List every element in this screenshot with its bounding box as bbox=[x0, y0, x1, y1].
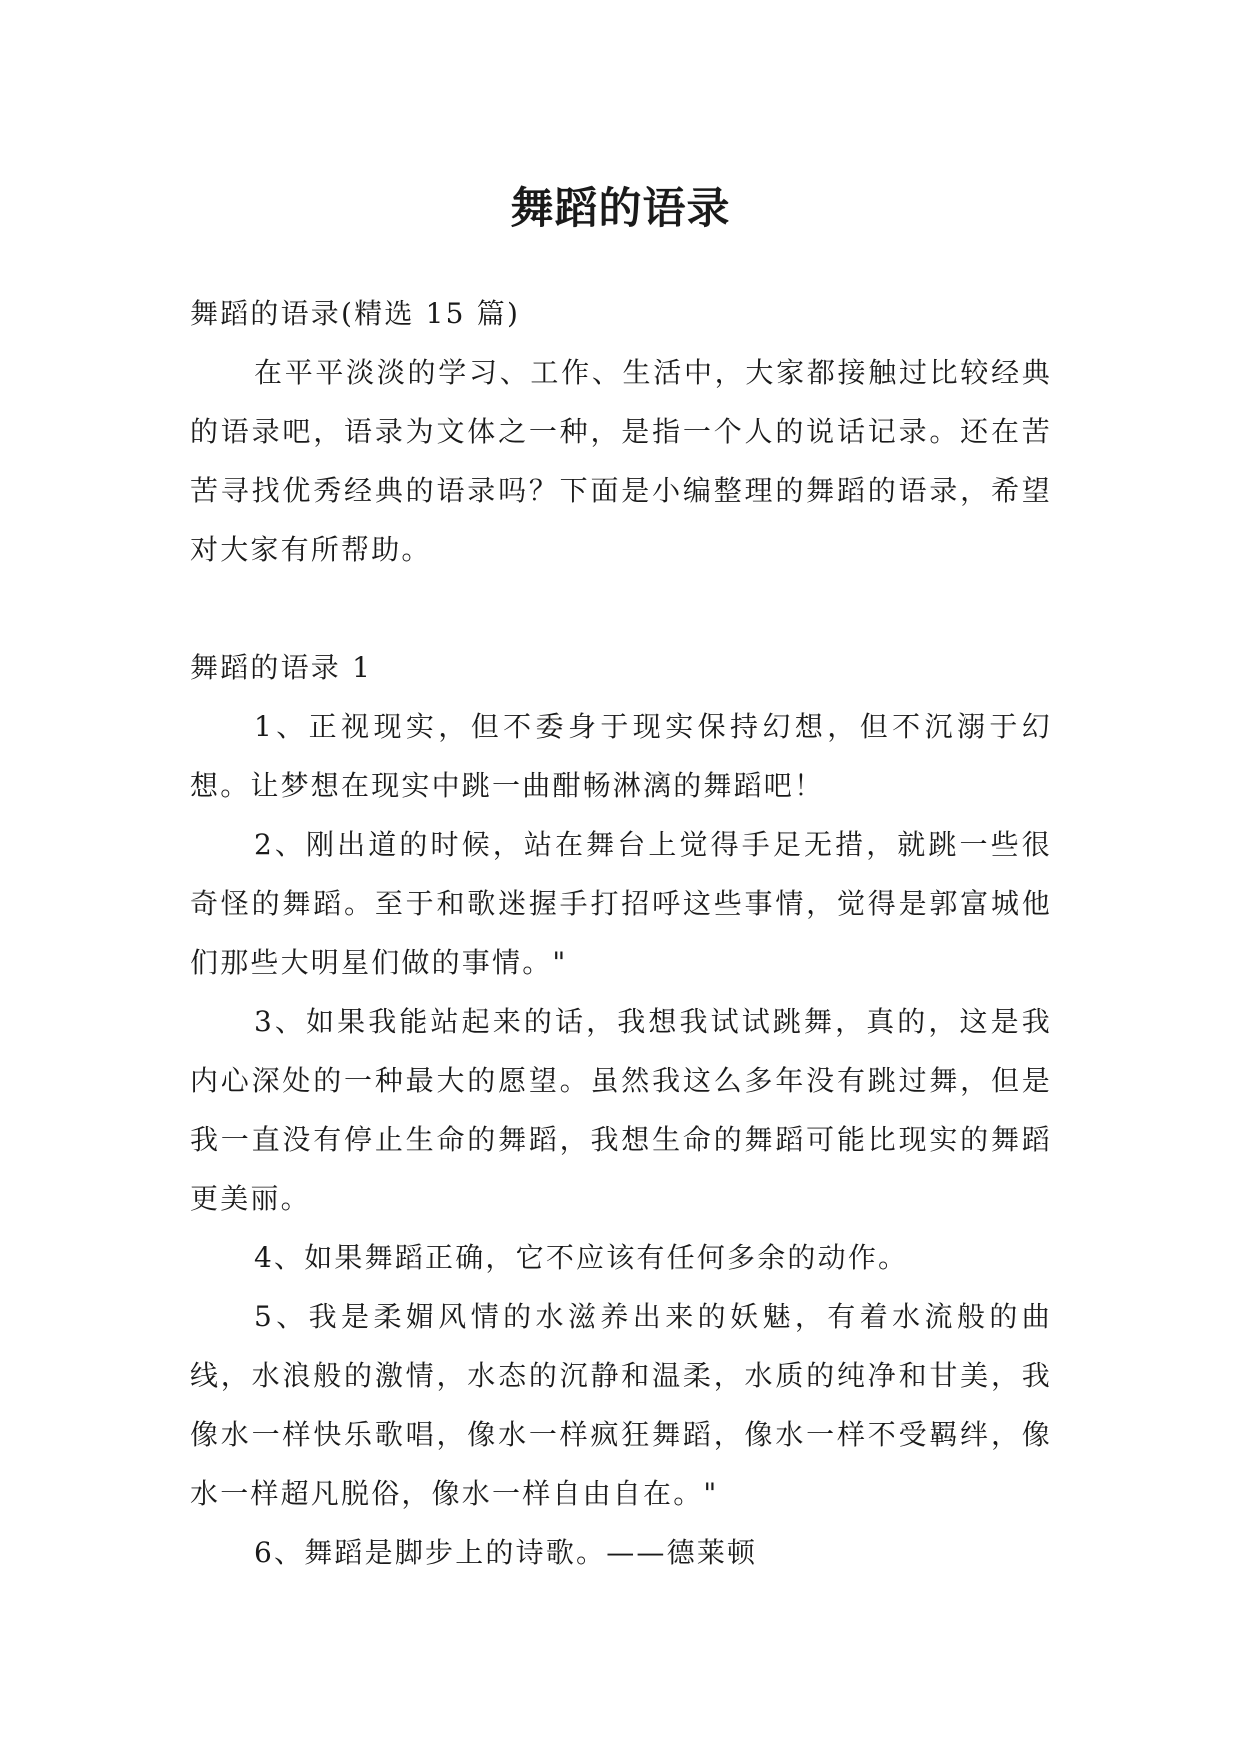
quote-item: 4、如果舞蹈正确，它不应该有任何多余的动作。 bbox=[254, 1241, 909, 1274]
document-body bbox=[190, 284, 1052, 1582]
document-subtitle: 舞蹈的语录(精选 15 篇) bbox=[190, 297, 521, 330]
quote-item: 2、刚出道的时候，站在舞台上觉得手足无措，就跳一些很奇怪的舞蹈。至于和歌迷握手打招呼这些事情，觉得是郭富城他们那些大明星们做的事情。" bbox=[190, 828, 1052, 979]
quote-item: 5、我是柔媚风情的水滋养出来的妖魅，有着水流般的曲线，水浪般的激情，水态的沉静和温柔，水质的纯净和甘美，我像水一样快乐歌唱，像水一样疯狂舞蹈，像水一样不受羁绊，像水一样超凡脱俗，像水一样自由自在。" bbox=[190, 1300, 1052, 1510]
quote-item: 3、如果我能站起来的话，我想我试试跳舞，真的，这是我内心深处的一种最大的愿望。虽然我这么多年没有跳过舞，但是我一直没有停止生命的舞蹈，我想生命的舞蹈可能比现实的舞蹈更美丽。 bbox=[190, 1005, 1052, 1215]
page-title: 舞蹈的语录 bbox=[510, 183, 731, 234]
intro-paragraph: 在平平淡淡的学习、工作、生活中，大家都接触过比较经典的语录吧，语录为文体之一种，是指一个人的说话记录。还在苦苦寻找优秀经典的语录吗？下面是小编整理的舞蹈的语录，希望对大家有所帮助。 bbox=[190, 356, 1052, 566]
quote-item: 6、舞蹈是脚步上的诗歌。——德莱顿 bbox=[254, 1536, 758, 1569]
quote-item: 1、正视现实，但不委身于现实保持幻想，但不沉溺于幻想。让梦想在现实中跳一曲酣畅淋漓的舞蹈吧！ bbox=[190, 710, 1052, 802]
section-heading: 舞蹈的语录 1 bbox=[190, 651, 373, 684]
